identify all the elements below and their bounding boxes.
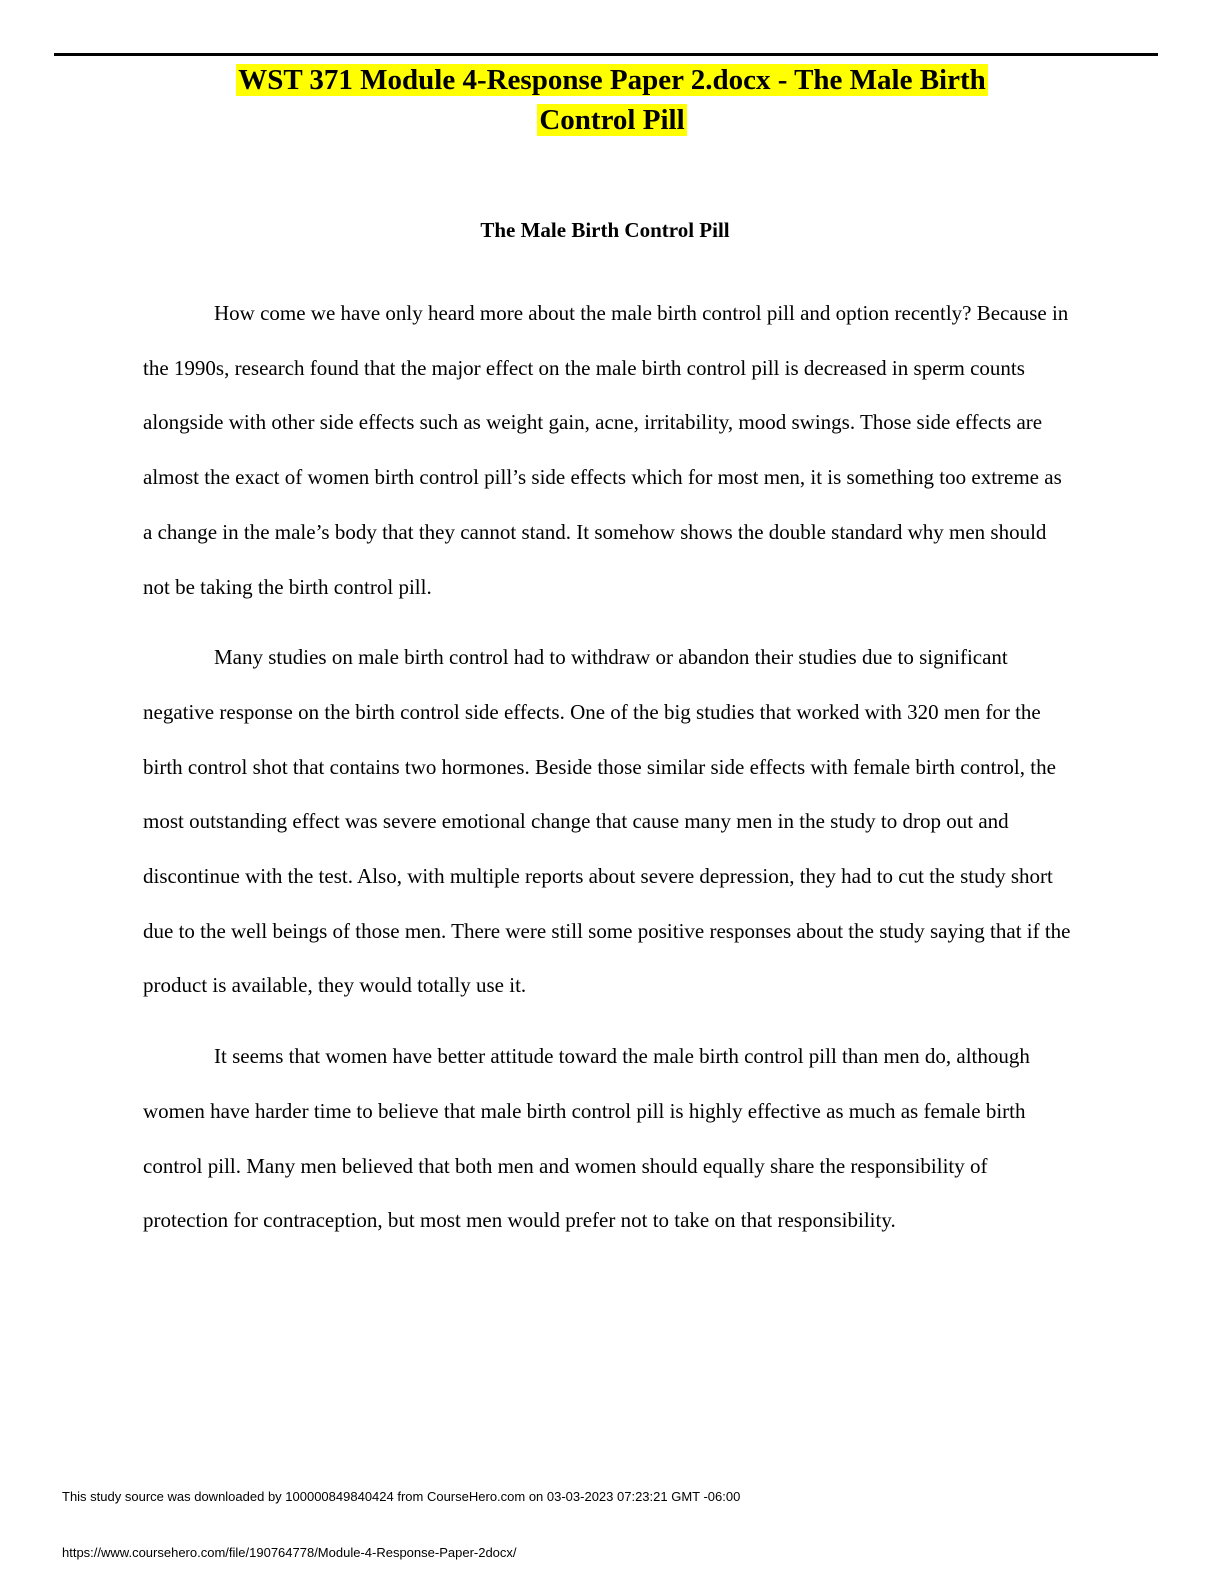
paragraph-3: It seems that women have better attitude toward the male birth control pill than men do, although women have harder time to believe that male birth control pill is highly effective as much as female birth control pill. Many men believed that both men and women should equally share the responsibility of protection for contraception, but most men would prefer not to take on that responsibility.	[143, 1044, 1030, 1233]
title-line-1: WST 371 Module 4-Response Paper 2.docx - The Male Birth	[238, 64, 986, 96]
paper-heading: The Male Birth Control Pill	[480, 218, 730, 242]
paper-body	[143, 286, 1073, 1264]
download-notice: This study source was downloaded by 100000849840424 from CourseHero.com on 03-03-2023 07:23:21 GMT -06:00	[62, 1489, 741, 1504]
paragraph-2: Many studies on male birth control had to withdraw or abandon their studies due to significant negative response on the birth control side effects. One of the big studies that worked with 320 men for the birth control shot that contains two hormones. Beside those similar side effects with female birth control, the most outstanding effect was severe emotional change that cause many men in the study to drop out and discontinue with the test. Also, with multiple reports about severe depression, they had to cut the study short due to the well beings of those men. There were still some positive responses about the study saying that if the product is available, they would totally use it.	[143, 645, 1071, 998]
paragraph-1: How come we have only heard more about the male birth control pill and option recently? Because in the 1990s, research found that the major effect on the male birth control pill is decreased in sperm counts alongside with other side effects such as weight gain, acne, irritability, mood swings. Those side effects are almost the exact of women birth control pill’s side effects which for most men, it is something too extreme as a change in the male’s body that they cannot stand. It somehow shows the double standard why men should not be taking the birth control pill.	[143, 301, 1069, 599]
document-title	[120, 60, 1104, 140]
top-rule	[54, 53, 1158, 56]
source-url-link[interactable]: https://www.coursehero.com/file/190764778/Module-4-Response-Paper-2docx/	[62, 1545, 517, 1560]
title-line-2: Control Pill	[539, 104, 685, 136]
